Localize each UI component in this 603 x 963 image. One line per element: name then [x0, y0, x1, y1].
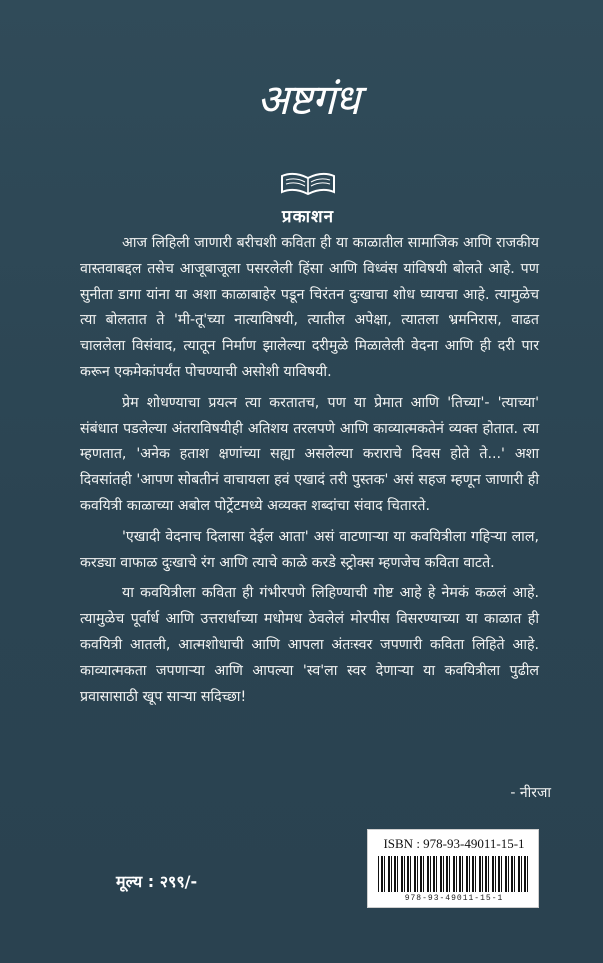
blurb-paragraph: प्रेम शोधण्याचा प्रयत्न त्या करतातच, पण या प्रेमात आणि 'तिच्या'- 'त्याच्या' संबंधात पडलेल्या अंतराविषयीही अतिशय तरलपणे आणि काव्यात्मकतेनं व्यक्त होतात. त्या म्हणतात, 'अनेक हताश क्षणांच्या सह्या असलेल्या कराराचे दिवस होते ते...' अशा दिवसांतही 'आपण सोबतीनं वाचायला हवं एखादं तरी पुस्तक' असं सहज म्हणून जाणारी ही कवयित्री काळाच्या अबोल पोर्ट्रेटमध्ये अव्यक्त शब्दांचा संवाद चितारते. [80, 394, 539, 514]
barcode-image [378, 856, 530, 892]
publisher-name: प्रकाशन [281, 207, 335, 227]
blurb-paragraph: या कवयित्रीला कविता ही गंभीरपणे लिहिण्याची गोष्ट आहे हे नेमकं कळलं आहे. त्यामुळेच पूर्वार्ध आणि उत्तरार्धाच्या मधोमध ठेवलेलं मोरपीस विसरण्याच्या या काळात ही कवयित्री आतली, आत्मशोधाची आणि आपला अंतःस्वर जपणारी कविता लिहिते आहे. काव्यात्मकता जपणाऱ्या आणि आपल्या 'स्व'ला स्वर देणाऱ्या या कवयित्रीला पुढील प्रवासासाठी खूप साऱ्या सदिच्छा! [80, 585, 539, 705]
barcode-digits: 978-93-49011-15-1 [404, 894, 504, 903]
blurb-signature: - नीरजा [510, 785, 551, 801]
open-book-icon [280, 170, 336, 196]
blurb-paragraph: 'एखादी वेदनाच दिलासा देईल आता' असं वाटणाऱ्या या कवयित्रीला गहिऱ्या लाल, करड्या वाफाळ दुःखाचे रंग आणि त्याचे काळे करडे स्ट्रोक्स म्हणजेच कविता वाटते. [80, 528, 539, 571]
blurb-paragraph: आज लिहिली जाणारी बरीचशी कविता ही या काळातील सामाजिक आणि राजकीय वास्तवाबद्दल तसेच आजूबाजूला पसरलेली हिंसा आणि विध्वंस यांविषयी बोलते आहे. पण सुनीता डागा यांना या अशा काळाबाहेर पडून चिरंतन दुःखाचा शोध घ्यायचा आहे. त्यामुळेच त्या बोलतात ते 'मी-तू'च्या नात्याविषयी, त्यातील अपेक्षा, त्यातला भ्रमनिरास, वाढत चाललेला विसंवाद, त्यातून निर्माण झालेल्या दरीमुळे मिळालेली वेदना आणि ही दरी पार करून एकमेकांपर्यंत पोचण्याची असोशी याविषयी. [80, 235, 539, 380]
back-cover-blurb [80, 231, 539, 715]
logo-wordmark: अष्टगंध [256, 75, 360, 124]
price-label: मूल्य : २९९/- [116, 872, 198, 891]
publisher-logo [228, 70, 388, 227]
isbn-label: ISBN : 978-93-49011-15-1 [383, 836, 525, 851]
isbn-barcode-box [367, 829, 539, 908]
